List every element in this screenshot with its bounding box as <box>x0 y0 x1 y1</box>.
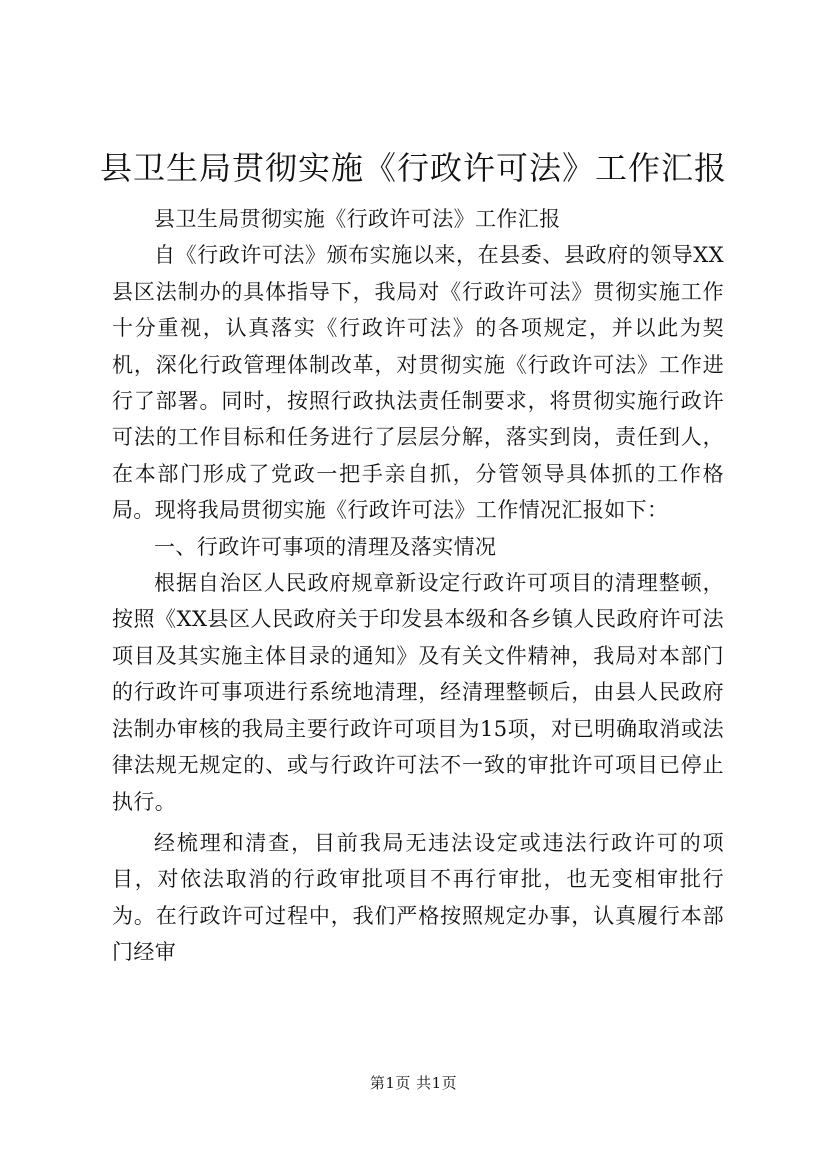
subtitle-paragraph: 县卫生局贯彻实施《行政许可法》工作汇报 <box>154 207 561 231</box>
review-paragraph: 经梳理和清查，目前我局无违法设定或违法行政许可的项目，对依法取消的行政审批项目不再行审批，也无变相审批行为。在行政许可过程中，我们严格按照规定办事，认真履行本部门经审 <box>112 830 724 965</box>
document-title: 县卫生局贯彻实施《行政许可法》工作汇报 <box>99 149 727 187</box>
section-paragraph: 根据自治区人民政府规章新设定行政许可项目的清理整顿，按照《XX县区人民政府关于印发县本级和各乡镇人民政府许可法项目及其实施主体目录的通知》及有关文件精神，我局对本部门的行政许可事项进行系统地清理，经清理整顿后，由县人民政府法制办审核的我局主要行政许可项目为15项，对已明确取消或法律法规无规定的、或与行政许可法不一致的审批许可项目已停止执行。 <box>112 571 724 814</box>
section-heading: 一、行政许可事项的清理及落实情况 <box>154 534 497 559</box>
document-body <box>112 201 724 971</box>
page-footer: 第1页 共1页 <box>369 1074 458 1092</box>
intro-paragraph: 自《行政许可法》颁布实施以来，在县委、县政府的领导XX县区法制办的具体指导下，我局对《行政许可法》贯彻实施工作十分重视，认真落实《行政许可法》的各项规定，并以此为契机，深化行政管理体制改革，对贯彻实施《行政许可法》工作进行了部署。同时，按照行政执法责任制要求，将贯彻实施行政许可法的工作目标和任务进行了层层分解，落实到岗，责任到人，在本部门形成了党政一把手亲自抓，分管领导具体抓的工作格局。现将我局贯彻实施《行政许可法》工作情况汇报如下： <box>112 243 724 523</box>
